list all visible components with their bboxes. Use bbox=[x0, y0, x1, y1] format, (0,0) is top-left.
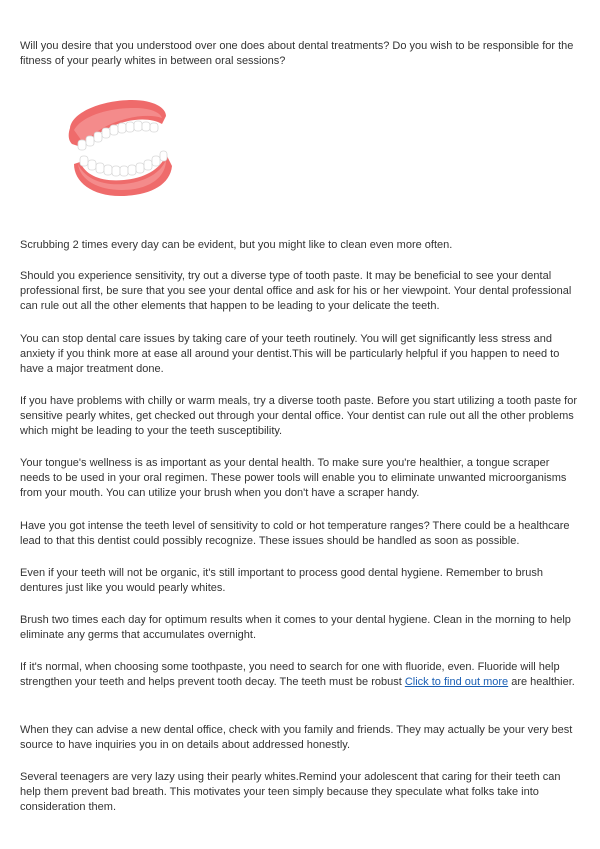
find-out-more-link[interactable]: Click to find out more bbox=[404, 676, 509, 688]
dentures-illustration bbox=[62, 94, 182, 206]
paragraph-hot-cold: If you have problems with chilly or warm meals, try a diverse tooth paste. Before you start utilizing a tooth paste for sensitive pearly whites, get checked out through your dental office. Your dentist can rule out all the other problems which might be leading to your the teeth susceptibility. bbox=[20, 395, 577, 437]
paragraph-dentures: Even if your teeth will not be organic, it's still important to process good dental hygiene. Remember to brush dentures just like you would pearly whites. bbox=[20, 567, 544, 594]
dentures-icon bbox=[62, 94, 182, 206]
paragraph-fluoride bbox=[20, 660, 580, 690]
fluoride-text-after: are healthier. bbox=[508, 676, 575, 688]
paragraph-sensitivity: Should you experience sensitivity, try out a diverse type of tooth paste. It may be beneficial to see your dental professional first, be sure that you see your dental office and ask for his or her viewpoint. Your dental professional can rule out all the other elements that happen to be leading to your delicate the teeth. bbox=[20, 270, 572, 312]
paragraph-brush-twice: Brush two times each day for optimum results when it comes to your dental hygiene. Clean in the morning to help eliminate any germs that accumulates overnight. bbox=[20, 614, 571, 641]
intro-paragraph: Will you desire that you understood over one does about dental treatments? Do you wish to be responsible for the fitness of your pearly whites in between oral sessions? bbox=[20, 40, 574, 67]
paragraph-tongue: Your tongue's wellness is as important as your dental health. To make sure you're healthier, a tongue scraper needs to be used in your oral regimen. These power tools will enable you to eliminate unwanted microorganisms from your mouth. You can utilize your brush when you don't have a scraper handy. bbox=[20, 457, 567, 499]
paragraph-teenagers: Several teenagers are very lazy using their pearly whites.Remind your adolescent that caring for their teeth can help them prevent bad breath. This motivates your teen simply because they speculate what folks take into consideration them. bbox=[20, 771, 561, 813]
paragraph-temperature: Have you got intense the teeth level of sensitivity to cold or hot temperature ranges? There could be a healthcare lead to that this dentist could possibly recognize. These issues should be handled as soon as possible. bbox=[20, 520, 570, 547]
paragraph-brushing: Scrubbing 2 times every day can be evident, but you might like to clean even more often. bbox=[20, 239, 453, 251]
paragraph-routine-care: You can stop dental care issues by taking care of your teeth routinely. You will get significantly less stress and anxiety if you think more at ease all around your dentist.This will be particularly helpful if you happen to need to have a major treatment done. bbox=[20, 333, 560, 375]
paragraph-new-dentist: When they can advise a new dental office, check with you family and friends. They may actually be your very best source to have inquiries you in on details about addressed honestly. bbox=[20, 724, 573, 751]
fluoride-text-before: If it's normal, when choosing some toothpaste, you need to search for one with fluoride, even. Fluoride will help strengthen your teeth and helps prevent tooth decay. The teeth must be robust bbox=[20, 661, 560, 688]
